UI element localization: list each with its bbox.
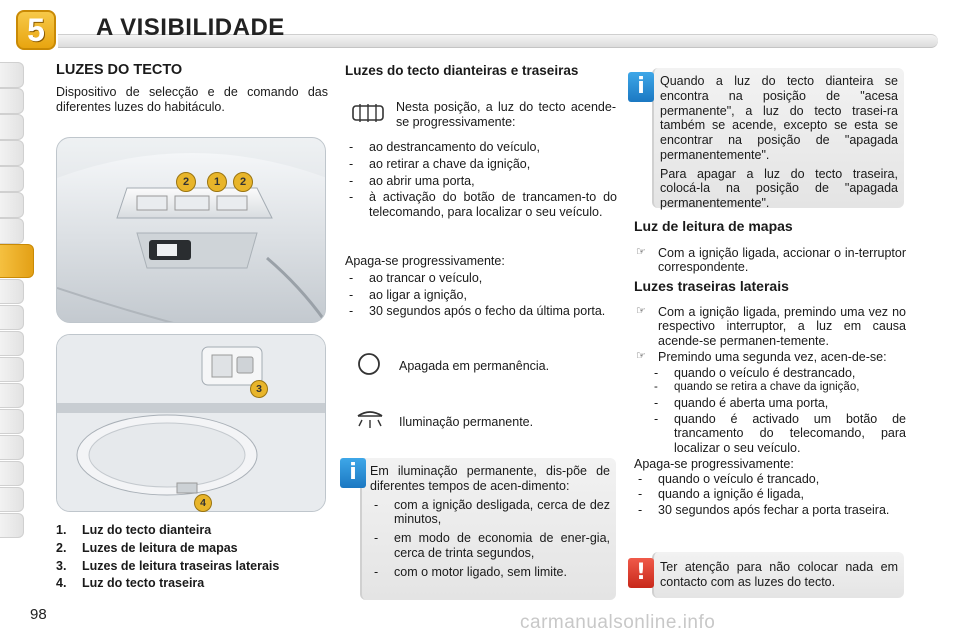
- list-item: ☞ Com a ignição ligada, accionar o in-terruptor correspondente.: [636, 245, 906, 275]
- hand-pointer-icon: ☞: [636, 245, 646, 258]
- list-item: - quando é aberta uma porta,: [650, 396, 906, 411]
- chapter-tab[interactable]: [0, 461, 24, 487]
- ceiling-light-door-icon: [350, 102, 396, 128]
- callout-marker: 2: [233, 172, 253, 192]
- list-item: - ao ligar a ignição,: [345, 288, 617, 303]
- list-item: - quando a ignição é ligada,: [634, 487, 906, 502]
- legend-item: 1. Luz do tecto dianteira: [56, 523, 212, 537]
- fades-label: Apaga-se progressivamente:: [345, 254, 505, 268]
- legend-item: 4. Luz do tecto traseira: [56, 576, 205, 591]
- list-item: ☞ Premindo uma segunda vez, acen-de-se:: [636, 349, 887, 364]
- chapter-tab-active[interactable]: [0, 244, 34, 278]
- intro-text: Dispositivo de selecção e de comando das diferentes luzes do habitáculo.: [56, 85, 328, 114]
- legend: [56, 523, 336, 594]
- chapter-tab[interactable]: [0, 513, 24, 539]
- info-icon: i: [340, 458, 366, 488]
- callout-marker: 4: [194, 494, 212, 512]
- info-box-content: [370, 464, 610, 581]
- legend-item: 2. Luzes de leitura de mapas: [56, 540, 238, 555]
- section-heading: LUZES DO TECTO: [56, 62, 183, 78]
- light-on-icon: [352, 406, 399, 438]
- on-row: [352, 406, 612, 438]
- chapter-tab[interactable]: [0, 218, 24, 244]
- chapter-tab[interactable]: [0, 114, 24, 140]
- chapter-tab[interactable]: [0, 62, 24, 88]
- warning-content: [660, 560, 898, 590]
- info-paragraph: Para apagar a luz do tecto traseira, colocá-la na posição de "apagada permanentemente".: [660, 166, 898, 210]
- progressive-text: Nesta posição, a luz do tecto acende-se progressivamente:: [396, 100, 616, 129]
- list-item: - com a ignição desligada, cerca de dez minutos,: [370, 498, 610, 528]
- chapter-tab[interactable]: [0, 435, 24, 461]
- side-lights-section: [634, 278, 906, 519]
- hand-pointer-icon: ☞: [636, 349, 646, 362]
- legend-item: 3. Luzes de leitura traseiras laterais: [56, 558, 280, 573]
- warning-text: Ter atenção para não colocar nada em contacto com as luzes do tecto.: [660, 560, 898, 589]
- progressive-list-block: [345, 140, 617, 222]
- list-item: - à activação do botão de trancamen-to do telecomando, para localizar o seu veículo.: [345, 190, 617, 220]
- list-item: - ao retirar a chave da ignição,: [345, 157, 617, 172]
- info-intro: Em iluminação permanente, dis-põe de diferentes tempos de acen-dimento:: [370, 464, 610, 493]
- page-header: [0, 0, 960, 60]
- left-column: [56, 62, 328, 115]
- front-ceiling-light-illustration: [56, 137, 326, 323]
- info-icon: i: [628, 72, 654, 102]
- section-heading: Luzes traseiras laterais: [634, 278, 789, 294]
- list-item: - quando se retira a chave da ignição,: [650, 381, 906, 395]
- callout-marker: 1: [207, 172, 227, 192]
- chapter-tab[interactable]: [0, 383, 24, 409]
- section-heading: Luzes do tecto dianteiras e traseiras: [345, 63, 579, 78]
- section-heading: Luz de leitura de mapas: [634, 218, 793, 234]
- page-number: 98: [30, 606, 47, 623]
- fades-block: [345, 254, 617, 321]
- chapter-tab[interactable]: [0, 88, 24, 114]
- list-item: - quando o veículo é destrancado,: [650, 366, 906, 381]
- list-item: - 30 segundos após fechar a porta traseira.: [634, 503, 906, 518]
- list-item: - com o motor ligado, sem limite.: [370, 565, 610, 580]
- chapter-tab[interactable]: [0, 331, 24, 357]
- chapter-tab[interactable]: [0, 357, 24, 383]
- chapter-tab[interactable]: [0, 140, 24, 166]
- chapter-tab[interactable]: [0, 192, 24, 218]
- middle-column: [345, 63, 620, 79]
- watermark: carmanualsonline.info: [520, 612, 716, 633]
- chapter-badge: 5: [16, 10, 56, 50]
- list-item: - ao abrir uma porta,: [345, 174, 617, 189]
- list-item: - em modo de economia de ener-gia, cerca de trinta segundos,: [370, 531, 610, 561]
- chapter-tab[interactable]: [0, 305, 24, 331]
- chapter-tab[interactable]: [0, 409, 24, 435]
- map-light-section: [634, 218, 906, 276]
- light-off-icon: [355, 350, 399, 382]
- rear-ceiling-light-illustration: [56, 334, 326, 512]
- off-row: [355, 350, 615, 382]
- callout-marker: 3: [250, 380, 268, 398]
- list-item: ☞ Com a ignição ligada, premindo uma vez no respectivo interruptor, a luz em causa acende-se permanen-temente.: [636, 304, 906, 349]
- progressive-row: [350, 100, 620, 130]
- on-text: Iluminação permanente.: [399, 414, 534, 429]
- chapter-tab[interactable]: [0, 487, 24, 513]
- list-item: - 30 segundos após o fecho da última porta.: [345, 304, 617, 319]
- page-title: A VISIBILIDADE: [96, 14, 285, 41]
- list-item: - ao destrancamento do veículo,: [345, 140, 617, 155]
- list-item: - quando é activado um botão de trancamento do telecomando, para localizar o seu veículo.: [650, 412, 906, 456]
- off-text: Apagada em permanência.: [399, 358, 550, 373]
- chapter-tabs: [0, 62, 30, 539]
- list-item: - quando o veículo é trancado,: [634, 472, 906, 487]
- info-paragraph: Quando a luz do tecto dianteira se encontra na posição de "acesa permanente", a luz do tecto trasei-ra também se acende, excepto se esta se encontrar na posição de "apagada permanentemente".: [660, 74, 898, 162]
- callout-marker: 2: [176, 172, 196, 192]
- warning-icon: !: [628, 558, 654, 588]
- chapter-tab[interactable]: [0, 279, 24, 305]
- list-item: - ao trancar o veículo,: [345, 271, 617, 286]
- info-box-rear-content: [660, 74, 898, 211]
- chapter-tab[interactable]: [0, 166, 24, 192]
- hand-pointer-icon: ☞: [636, 304, 646, 317]
- fades-label: Apaga-se progressivamente:: [634, 456, 794, 471]
